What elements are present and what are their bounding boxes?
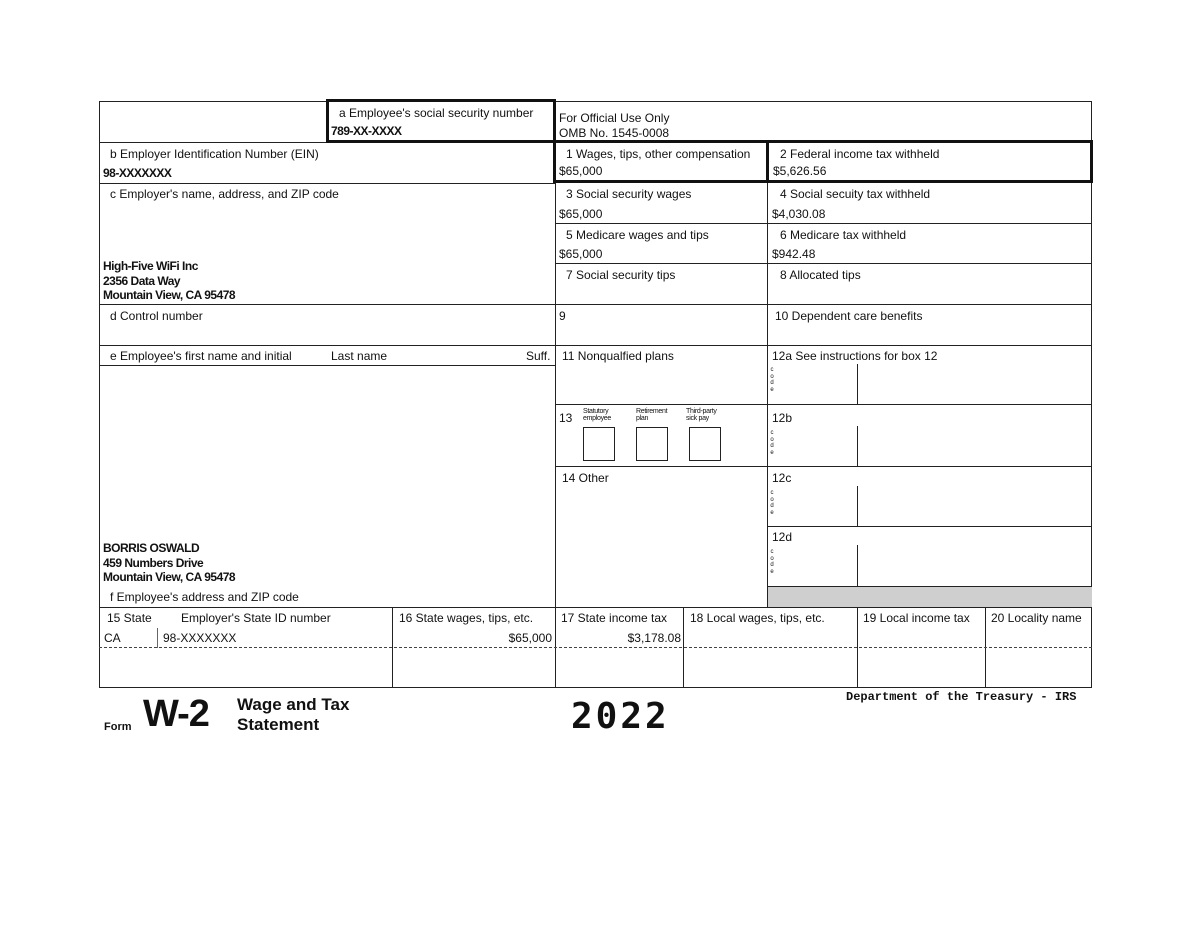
box-15-state-id: 98-XXXXXXX	[163, 631, 237, 645]
box-7-label: 7 Social security tips	[566, 268, 676, 282]
employee-city: Mountain View, CA 95478	[103, 570, 236, 584]
box-1-wages: $65,000	[559, 164, 603, 178]
box-12d-code-letters: c o d e	[770, 549, 774, 575]
box-5-label: 5 Medicare wages and tips	[566, 228, 709, 242]
box-11-label: 11 Nonqualfied plans	[562, 349, 674, 363]
box-16-state-wages: $65,000	[508, 631, 552, 645]
box-15-id-label: Employer's State ID number	[181, 611, 331, 625]
box-10-label: 10 Dependent care benefits	[775, 309, 923, 323]
box-e-label: e Employee's first name and initial	[110, 349, 292, 363]
employer-name: High-Five WiFi Inc	[103, 259, 198, 273]
retirement-plan-checkbox[interactable]	[636, 427, 668, 461]
employee-street: 459 Numbers Drive	[103, 556, 204, 570]
box-19-label: 19 Local income tax	[863, 611, 970, 625]
box-12b-label: 12b	[772, 411, 793, 425]
box-12a-code-letters: c o d e	[770, 367, 774, 393]
shaded-cell	[768, 587, 1092, 607]
employee-name: BORRIS OSWALD	[103, 541, 200, 555]
statutory-employee-checkbox[interactable]	[583, 427, 615, 461]
box-6-medicare-tax: $942.48	[772, 247, 816, 261]
box-a-label: a Employee's social security number	[339, 106, 534, 120]
box-12c-code-letters: c o d e	[770, 490, 774, 516]
box-3-ss-wages: $65,000	[559, 207, 603, 221]
form-title-line1: Wage and Tax	[237, 695, 350, 714]
box-14-label: 14 Other	[562, 471, 609, 485]
box-2-label: 2 Federal income tax withheld	[780, 147, 940, 161]
box-12c-label: 12c	[772, 471, 792, 485]
box-16-label: 16 State wages, tips, etc.	[399, 611, 534, 625]
box-12b-code-letters: c o d e	[770, 430, 774, 456]
box-c-label: c Employer's name, address, and ZIP code	[110, 187, 339, 201]
third-party-sick-pay-checkbox[interactable]	[689, 427, 721, 461]
form-word: Form	[104, 721, 132, 733]
box-13-label: 13	[559, 411, 573, 425]
box-9-label: 9	[559, 309, 566, 323]
form-name-w2: W-2	[143, 693, 209, 735]
department-treasury: Department of the Treasury - IRS	[846, 690, 1077, 704]
box-e-last-name-label: Last name	[331, 349, 388, 363]
box-f-label: f Employee's address and ZIP code	[110, 590, 299, 604]
employer-street: 2356 Data Way	[103, 274, 181, 288]
employer-city: Mountain View, CA 95478	[103, 288, 236, 302]
box-20-label: 20 Locality name	[991, 611, 1082, 625]
box-5-medicare-wages: $65,000	[559, 247, 603, 261]
employer-ein: 98-XXXXXXX	[103, 166, 172, 180]
box-3-label: 3 Social security wages	[566, 187, 692, 201]
statutory-employee-label: Statutory employee	[583, 408, 611, 422]
employee-ssn: 789-XX-XXXX	[331, 124, 402, 138]
retirement-plan-label: Retirement plan	[636, 408, 668, 422]
tax-year: 2022	[571, 696, 670, 737]
box-18-label: 18 Local wages, tips, etc.	[690, 611, 825, 625]
box-2-federal-tax: $5,626.56	[773, 164, 827, 178]
form-title-line2: Statement	[237, 715, 320, 734]
omb-number: OMB No. 1545-0008	[559, 126, 670, 140]
box-e-suffix-label: Suff.	[526, 349, 551, 363]
box-1-label: 1 Wages, tips, other compensation	[566, 147, 751, 161]
box-d-label: d Control number	[110, 309, 203, 323]
box-12a-label: 12a See instructions for box 12	[772, 349, 938, 363]
box-12d-label: 12d	[772, 530, 793, 544]
box-4-ss-tax: $4,030.08	[772, 207, 826, 221]
box-8-label: 8 Allocated tips	[780, 268, 861, 282]
box-b-label: b Employer Identification Number (EIN)	[110, 147, 319, 161]
box-15-state: CA	[104, 631, 121, 645]
box-4-label: 4 Social secuity tax withheld	[780, 187, 931, 201]
official-use-text: For Official Use Only	[559, 111, 670, 125]
box-17-label: 17 State income tax	[561, 611, 668, 625]
third-party-sick-pay-label: Third-party sick pay	[686, 408, 717, 422]
box-6-label: 6 Medicare tax withheld	[780, 228, 907, 242]
box-17-state-tax: $3,178.08	[627, 631, 681, 645]
box-15-label: 15 State	[107, 611, 152, 625]
